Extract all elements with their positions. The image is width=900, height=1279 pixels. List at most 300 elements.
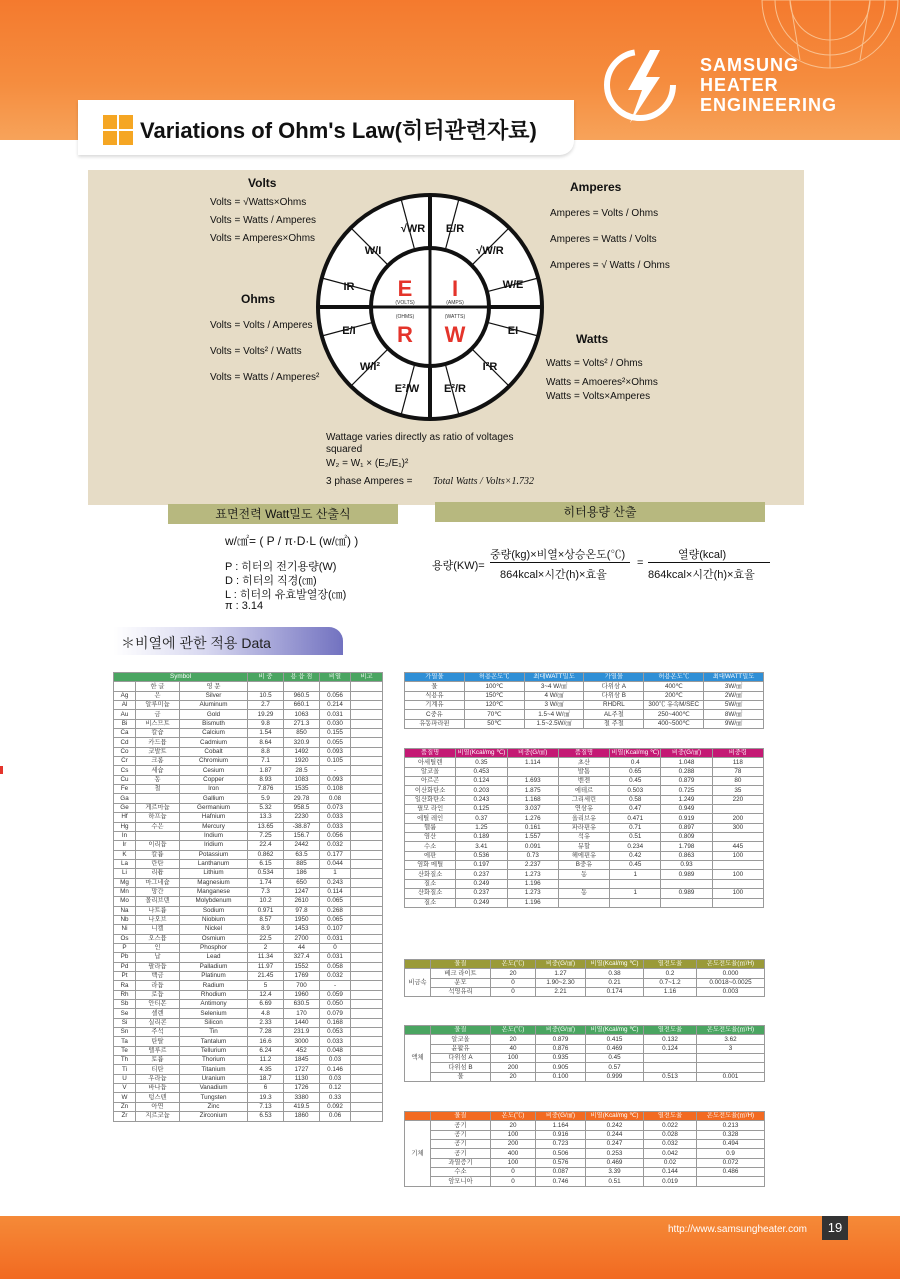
table-cell: 0 xyxy=(491,978,536,987)
col-header: 비중령 xyxy=(712,749,763,758)
table-cell: 0 xyxy=(491,1168,536,1177)
table-cell: 452 xyxy=(284,1046,320,1055)
table-cell: 0.237 xyxy=(456,889,507,898)
table-cell: Hf xyxy=(114,813,136,822)
table-row xyxy=(405,795,764,804)
wheel-label: EI xyxy=(507,325,519,337)
table-row xyxy=(114,757,383,766)
table-cell: 연삼유 xyxy=(558,805,609,814)
table-cell: 0.65 xyxy=(610,767,661,776)
table-cell: Mo xyxy=(114,897,136,906)
table-cell: 공기 xyxy=(431,1121,491,1130)
liquid-table xyxy=(404,1025,765,1082)
wheel-label: √W/R xyxy=(476,245,504,257)
table-cell: 0.513 xyxy=(644,1072,697,1081)
table-cell: 0.107 xyxy=(320,925,351,934)
table-cell: 0.42 xyxy=(610,851,661,860)
table-cell: 660.1 xyxy=(284,701,320,710)
table-cell: 0.203 xyxy=(456,786,507,795)
table-cell: 0.971 xyxy=(248,906,284,915)
capacity-den2: 864kcal×시간(h)×효율 xyxy=(648,569,755,581)
table-cell: 과열증기 xyxy=(431,1158,491,1167)
ohms-formula: Volts = Volts / Amperes xyxy=(210,320,313,331)
col-header: 가열물 xyxy=(584,673,644,682)
table-row xyxy=(114,1065,383,1074)
center-r-sub: (OHMS) xyxy=(395,314,415,320)
table-cell: La xyxy=(114,859,136,868)
table-cell: Phosphor xyxy=(180,943,248,952)
table-row xyxy=(114,925,383,934)
table-cell: Magnesium xyxy=(180,878,248,887)
table-cell: 18.7 xyxy=(248,1074,284,1083)
table-cell: Cs xyxy=(114,766,136,775)
table-cell: Chromium xyxy=(180,757,248,766)
table-row xyxy=(114,990,383,999)
table-cell: 윤활유 xyxy=(431,1044,491,1053)
table-cell: 1960 xyxy=(284,990,320,999)
table-cell: 헤에핀유 xyxy=(558,851,609,860)
brand-logo-icon xyxy=(600,45,690,125)
table-row xyxy=(114,794,383,803)
table-cell: 7.1 xyxy=(248,757,284,766)
col-header: 온도(℃) xyxy=(491,960,536,969)
table-cell: 티탄 xyxy=(136,1065,180,1074)
watts-heading: Watts xyxy=(576,332,609,346)
table-cell: Platinum xyxy=(180,972,248,981)
table-row xyxy=(114,906,383,915)
table-cell: 오스뮴 xyxy=(136,934,180,943)
amperes-formula: Amperes = √ Watts / Ohms xyxy=(550,260,670,271)
table-cell: 0.45 xyxy=(610,777,661,786)
wheel-label: E/R xyxy=(445,223,465,235)
table-cell: 0.019 xyxy=(644,1177,697,1186)
table-row xyxy=(405,978,765,987)
table-cell: 0.213 xyxy=(697,1121,765,1130)
wheel-label: IR xyxy=(343,281,355,293)
table-row xyxy=(405,1149,765,1158)
table-cell: 칼륨 xyxy=(136,850,180,859)
table-cell: 수소 xyxy=(431,1168,491,1177)
table-row xyxy=(114,738,383,747)
table-cell: 1726 xyxy=(284,1084,320,1093)
table-cell: 0.45 xyxy=(610,861,661,870)
table-cell: 1860 xyxy=(284,1112,320,1121)
capacity-num1: 중량(kg)×비열×상승온도(℃) xyxy=(490,549,626,561)
volts-formula: Volts = √Watts×Ohms xyxy=(210,197,307,208)
table-cell: 78 xyxy=(712,767,763,776)
table-cell: 1247 xyxy=(284,887,320,896)
table-cell: 0.124 xyxy=(456,777,507,786)
table-cell: 0.031 xyxy=(320,934,351,943)
table-row xyxy=(405,870,764,879)
table-row xyxy=(405,851,764,860)
table-row xyxy=(114,710,383,719)
table-cell xyxy=(558,898,609,907)
table-cell: 알코올 xyxy=(405,767,456,776)
table-row xyxy=(405,1121,765,1130)
table-cell: 0.249 xyxy=(456,879,507,888)
table-cell: Lead xyxy=(180,953,248,962)
elements-table xyxy=(113,672,383,1122)
table-cell: 0.471 xyxy=(610,814,661,823)
col-header: 가열물 xyxy=(405,673,465,682)
table-cell: 0.71 xyxy=(610,823,661,832)
table-cell: 0.989 xyxy=(661,870,712,879)
table-cell: 다위섬 A xyxy=(431,1054,491,1063)
table-cell: 7.25 xyxy=(248,831,284,840)
table-cell: 0.087 xyxy=(536,1168,586,1177)
table-cell: 0.38 xyxy=(586,969,644,978)
table-cell: 100 xyxy=(712,851,763,860)
table-cell: Os xyxy=(114,934,136,943)
table-cell xyxy=(558,879,609,888)
table-cell: 6.24 xyxy=(248,1046,284,1055)
col-header: 허용온도℃ xyxy=(464,673,524,682)
table-row xyxy=(405,1140,765,1149)
table-cell: 300℃ 유속M/SEC xyxy=(644,701,704,710)
table-cell: 0.174 xyxy=(586,988,644,997)
table-cell: 0.503 xyxy=(610,786,661,795)
table-cell: 1 xyxy=(320,869,351,878)
table-cell: 0.053 xyxy=(320,1028,351,1037)
table-cell: Mn xyxy=(114,887,136,896)
table-cell: 초산 xyxy=(558,758,609,767)
table-cell: 0.033 xyxy=(320,813,351,822)
table-row xyxy=(114,775,383,784)
table-row xyxy=(114,897,383,906)
table-cell: 0.000 xyxy=(697,969,765,978)
table-cell: 아세틸렌 xyxy=(405,758,456,767)
center-w-sub: (WATTS) xyxy=(444,314,466,320)
table-row xyxy=(114,719,383,728)
table-row xyxy=(114,766,383,775)
table-cell: 0.079 xyxy=(320,1009,351,1018)
wheel-label: E/I xyxy=(342,325,356,337)
table-cell: Li xyxy=(114,869,136,878)
col-header: 열전도율 xyxy=(644,1026,697,1035)
table-cell: 1.164 xyxy=(536,1121,586,1130)
table-cell: 3.41 xyxy=(456,842,507,851)
amperes-formula: Amperes = Volts / Ohms xyxy=(550,208,659,219)
table-cell: 0.058 xyxy=(320,962,351,971)
table-cell: 동 xyxy=(558,889,609,898)
table-cell: 0.03 xyxy=(320,1056,351,1065)
table-cell: 20 xyxy=(491,1072,536,1081)
table-cell: 에테르 xyxy=(558,786,609,795)
table-cell: 에판 xyxy=(405,851,456,860)
table-row xyxy=(114,1037,383,1046)
table-cell: 0.863 xyxy=(661,851,712,860)
table-cell: 1.25 xyxy=(456,823,507,832)
table-cell: 28.5 xyxy=(284,766,320,775)
table-cell: 이리듐 xyxy=(136,841,180,850)
table-cell: 400~500℃ xyxy=(644,719,704,728)
table-cell: 동 xyxy=(558,870,609,879)
table-cell: 크롬 xyxy=(136,757,180,766)
table-cell: Ti xyxy=(114,1065,136,1074)
col-header: 물질 xyxy=(431,1112,491,1121)
table-cell: 0.949 xyxy=(661,805,712,814)
table-cell: Zirconium xyxy=(180,1112,248,1121)
table-cell: 1.276 xyxy=(507,814,558,823)
table-row xyxy=(114,1093,383,1102)
table-cell: Cadmium xyxy=(180,738,248,747)
table-cell: 6.69 xyxy=(248,1000,284,1009)
table-cell: Antimony xyxy=(180,1000,248,1009)
table-cell: 0.243 xyxy=(320,878,351,887)
col-header: 품질명 xyxy=(558,749,609,758)
table-cell: 게르마늄 xyxy=(136,803,180,812)
table-cell: Bismuth xyxy=(180,719,248,728)
table-cell: 8.57 xyxy=(248,915,284,924)
table-cell: 6.53 xyxy=(248,1112,284,1121)
capacity-num2: 열량(kcal) xyxy=(678,549,727,561)
table-cell: 4.35 xyxy=(248,1065,284,1074)
table-row xyxy=(114,972,383,981)
table-cell xyxy=(610,898,661,907)
table-cell: 7.3 xyxy=(248,887,284,896)
ohms-law-panel xyxy=(88,170,804,505)
table-cell: Cu xyxy=(114,775,136,784)
table-cell: 80 xyxy=(712,777,763,786)
table-cell: 0.328 xyxy=(697,1130,765,1139)
table-row xyxy=(405,833,764,842)
table-cell: 벤젠 xyxy=(558,777,609,786)
table-cell: 0 xyxy=(320,943,351,952)
table-cell: 0.0018~0.0025 xyxy=(697,978,765,987)
table-cell: 5.32 xyxy=(248,803,284,812)
table-cell: 0.02 xyxy=(644,1158,697,1167)
table-cell: 960.5 xyxy=(284,691,320,700)
table-cell: 7.28 xyxy=(248,1028,284,1037)
col-header: 물질 xyxy=(431,1026,491,1035)
table-cell: 다위삼 A xyxy=(584,682,644,691)
watts-formula: Watts = Volts² / Ohms xyxy=(546,358,643,369)
table-cell: 21.45 xyxy=(248,972,284,981)
table-cell: 0.033 xyxy=(320,1037,351,1046)
center-e-sub: (VOLTS) xyxy=(395,300,415,306)
center-i: I xyxy=(451,276,459,301)
table-cell: 630.5 xyxy=(284,1000,320,1009)
table-cell: 0.242 xyxy=(586,1121,644,1130)
table-cell: Osmium xyxy=(180,934,248,943)
volts-formula: Volts = Amperes×Ohms xyxy=(210,233,316,244)
surface-def: P : 히터의 전기용량(W) xyxy=(225,561,337,573)
table-cell: 0.57 xyxy=(586,1063,644,1072)
table-cell: 3000 xyxy=(284,1037,320,1046)
table-cell: 2.33 xyxy=(248,1018,284,1027)
table-cell: V xyxy=(114,1084,136,1093)
table-cell: 0.100 xyxy=(536,1072,586,1081)
table-row xyxy=(114,869,383,878)
table-cell: 알코올 xyxy=(431,1035,491,1044)
brand-line-3: ENGINEERING xyxy=(700,95,838,115)
col-header: 비열(Kcal/mg ℃) xyxy=(457,749,506,757)
table-cell: 0.879 xyxy=(661,777,712,786)
table-cell: 0.144 xyxy=(644,1168,697,1177)
table-cell: 700 xyxy=(284,981,320,990)
table-row xyxy=(405,710,764,719)
table-cell: 0.073 xyxy=(320,803,351,812)
table-cell: 3.39 xyxy=(586,1168,644,1177)
table-cell: 란탄 xyxy=(136,859,180,868)
table-cell: Sb xyxy=(114,1000,136,1009)
table-cell: 13.3 xyxy=(248,813,284,822)
table-cell: 0.189 xyxy=(456,833,507,842)
table-cell: 120℃ xyxy=(464,701,524,710)
table-row xyxy=(405,969,765,978)
wattage-formula: W₂ = W₁ × (E₂/E₁)² xyxy=(326,458,409,469)
table-cell: 1.16 xyxy=(644,988,697,997)
table-cell: Cobalt xyxy=(180,747,248,756)
table-cell xyxy=(610,879,661,888)
table-cell: 0.21 xyxy=(586,978,644,987)
table-cell: 암모니아 xyxy=(431,1177,491,1186)
table-cell: 0.93 xyxy=(661,861,712,870)
table-row xyxy=(114,691,383,700)
table-cell: 에틸 레인 xyxy=(405,814,456,823)
col-header: 최대WATT밀도 xyxy=(704,673,764,682)
wheel-label: W/I² xyxy=(359,361,381,373)
table-cell: 1.74 xyxy=(248,878,284,887)
surface-def: D : 히터의 직경(㎝) xyxy=(225,575,317,587)
surface-def: π : 3.14 xyxy=(225,600,264,612)
table-row xyxy=(405,1168,765,1177)
ohms-formula: Volts = Watts / Amperes² xyxy=(210,372,320,383)
table-cell: 물 xyxy=(431,1072,491,1081)
table-cell: Silicon xyxy=(180,1018,248,1027)
table-cell: 0.7~1.2 xyxy=(644,978,697,987)
table-cell: 0.469 xyxy=(586,1044,644,1053)
table-row xyxy=(405,842,764,851)
table-cell: 1.196 xyxy=(507,898,558,907)
table-row xyxy=(405,889,764,898)
table-cell: 200 xyxy=(491,1063,536,1072)
table-cell: 0.197 xyxy=(456,861,507,870)
table-cell: 150℃ xyxy=(464,691,524,700)
table-cell: 327.4 xyxy=(284,953,320,962)
table-cell: Si xyxy=(114,1018,136,1027)
table-row xyxy=(405,861,764,870)
table-cell: K xyxy=(114,850,136,859)
table-cell: 0.091 xyxy=(507,842,558,851)
table-cell: 1.27 xyxy=(536,969,586,978)
table-cell: 석유 xyxy=(558,833,609,842)
table-cell: 8.93 xyxy=(248,775,284,784)
table-cell: Mg xyxy=(114,878,136,887)
table-cell: Cesium xyxy=(180,766,248,775)
table-cell: 니켈 xyxy=(136,925,180,934)
table-row xyxy=(405,1158,765,1167)
wheel-label: E²/W xyxy=(394,383,420,395)
table-cell xyxy=(661,879,712,888)
table-cell: 로듐 xyxy=(136,990,180,999)
col-header: 품질명 xyxy=(405,749,456,758)
table-cell: - xyxy=(320,981,351,990)
table-row xyxy=(405,1130,765,1139)
table-cell: 0.093 xyxy=(320,747,351,756)
table-cell: 0.056 xyxy=(320,691,351,700)
table-cell xyxy=(661,898,712,907)
table-cell: 0.494 xyxy=(697,1140,765,1149)
table-cell: 뮤할 xyxy=(558,842,609,851)
table-cell: Copper xyxy=(180,775,248,784)
center-w: W xyxy=(444,322,466,347)
watts-formula: Watts = Amoeres²×Ohms xyxy=(546,377,658,388)
table-cell: 공기 xyxy=(431,1140,491,1149)
table-cell: 0.032 xyxy=(644,1140,697,1149)
table-cell: 필모 라인 xyxy=(405,805,456,814)
table-cell: 유동파라핀 xyxy=(405,719,465,728)
table-cell: Fe xyxy=(114,785,136,794)
capacity-den1: 864kcal×시간(h)×효율 xyxy=(500,569,607,581)
table-cell: 118 xyxy=(712,758,763,767)
table-cell: 0.897 xyxy=(661,823,712,832)
table-row xyxy=(114,831,383,840)
col-header: 비중(G/㎤) xyxy=(507,749,558,758)
materials-table xyxy=(404,748,764,908)
table-cell: 22.5 xyxy=(248,934,284,943)
table-row xyxy=(405,1054,765,1063)
margin-mark xyxy=(0,766,3,774)
table-row xyxy=(114,822,383,831)
table-cell: 0.059 xyxy=(320,990,351,999)
table-cell: 코발트 xyxy=(136,747,180,756)
table-cell: Lithium xyxy=(180,869,248,878)
table-cell: 납 xyxy=(136,953,180,962)
table-cell: 0.093 xyxy=(320,775,351,784)
table-cell: 2442 xyxy=(284,841,320,850)
table-cell: - xyxy=(320,766,351,775)
table-cell: Bi xyxy=(114,719,136,728)
data-section-title: ＊비열에 관한 적용 Data xyxy=(121,635,271,651)
table-row xyxy=(405,682,764,691)
table-cell: 2W/㎠ xyxy=(704,691,764,700)
table-cell: 250~400℃ xyxy=(644,710,704,719)
table-cell: 토륨 xyxy=(136,1056,180,1065)
table-cell: 0.879 xyxy=(536,1035,586,1044)
table-cell: 7.876 xyxy=(248,785,284,794)
table-cell: 마그네슘 xyxy=(136,878,180,887)
table-cell: 0.506 xyxy=(536,1149,586,1158)
footer-url[interactable]: http://www.samsungheater.com xyxy=(668,1224,807,1235)
ohms-formula: Volts = Volts² / Watts xyxy=(210,346,302,357)
table-row xyxy=(405,823,764,832)
table-cell: 0.214 xyxy=(320,701,351,710)
table-cell: Indium xyxy=(180,831,248,840)
table-cell xyxy=(697,1177,765,1186)
table-cell: 6 xyxy=(248,1084,284,1093)
table-cell: 금 xyxy=(136,710,180,719)
table-cell: 50℃ xyxy=(464,719,524,728)
table-cell: 0.022 xyxy=(644,1121,697,1130)
table-row xyxy=(114,747,383,756)
table-cell: 0.146 xyxy=(320,1065,351,1074)
table-cell: 1.90~2.30 xyxy=(536,978,586,987)
table-cell: Ra xyxy=(114,981,136,990)
table-cell: 320.9 xyxy=(284,738,320,747)
table-cell: Sodium xyxy=(180,906,248,915)
table-cell: 22.4 xyxy=(248,841,284,850)
table-cell: 기계유 xyxy=(405,701,465,710)
col-header: 최대WATT밀도 xyxy=(524,673,584,682)
table-cell: Molybdenum xyxy=(180,897,248,906)
table-cell: Sn xyxy=(114,1028,136,1037)
ohms-law-wheel xyxy=(315,192,545,422)
table-cell xyxy=(712,879,763,888)
table-cell: 2 xyxy=(248,943,284,952)
table-cell: 0.534 xyxy=(248,869,284,878)
